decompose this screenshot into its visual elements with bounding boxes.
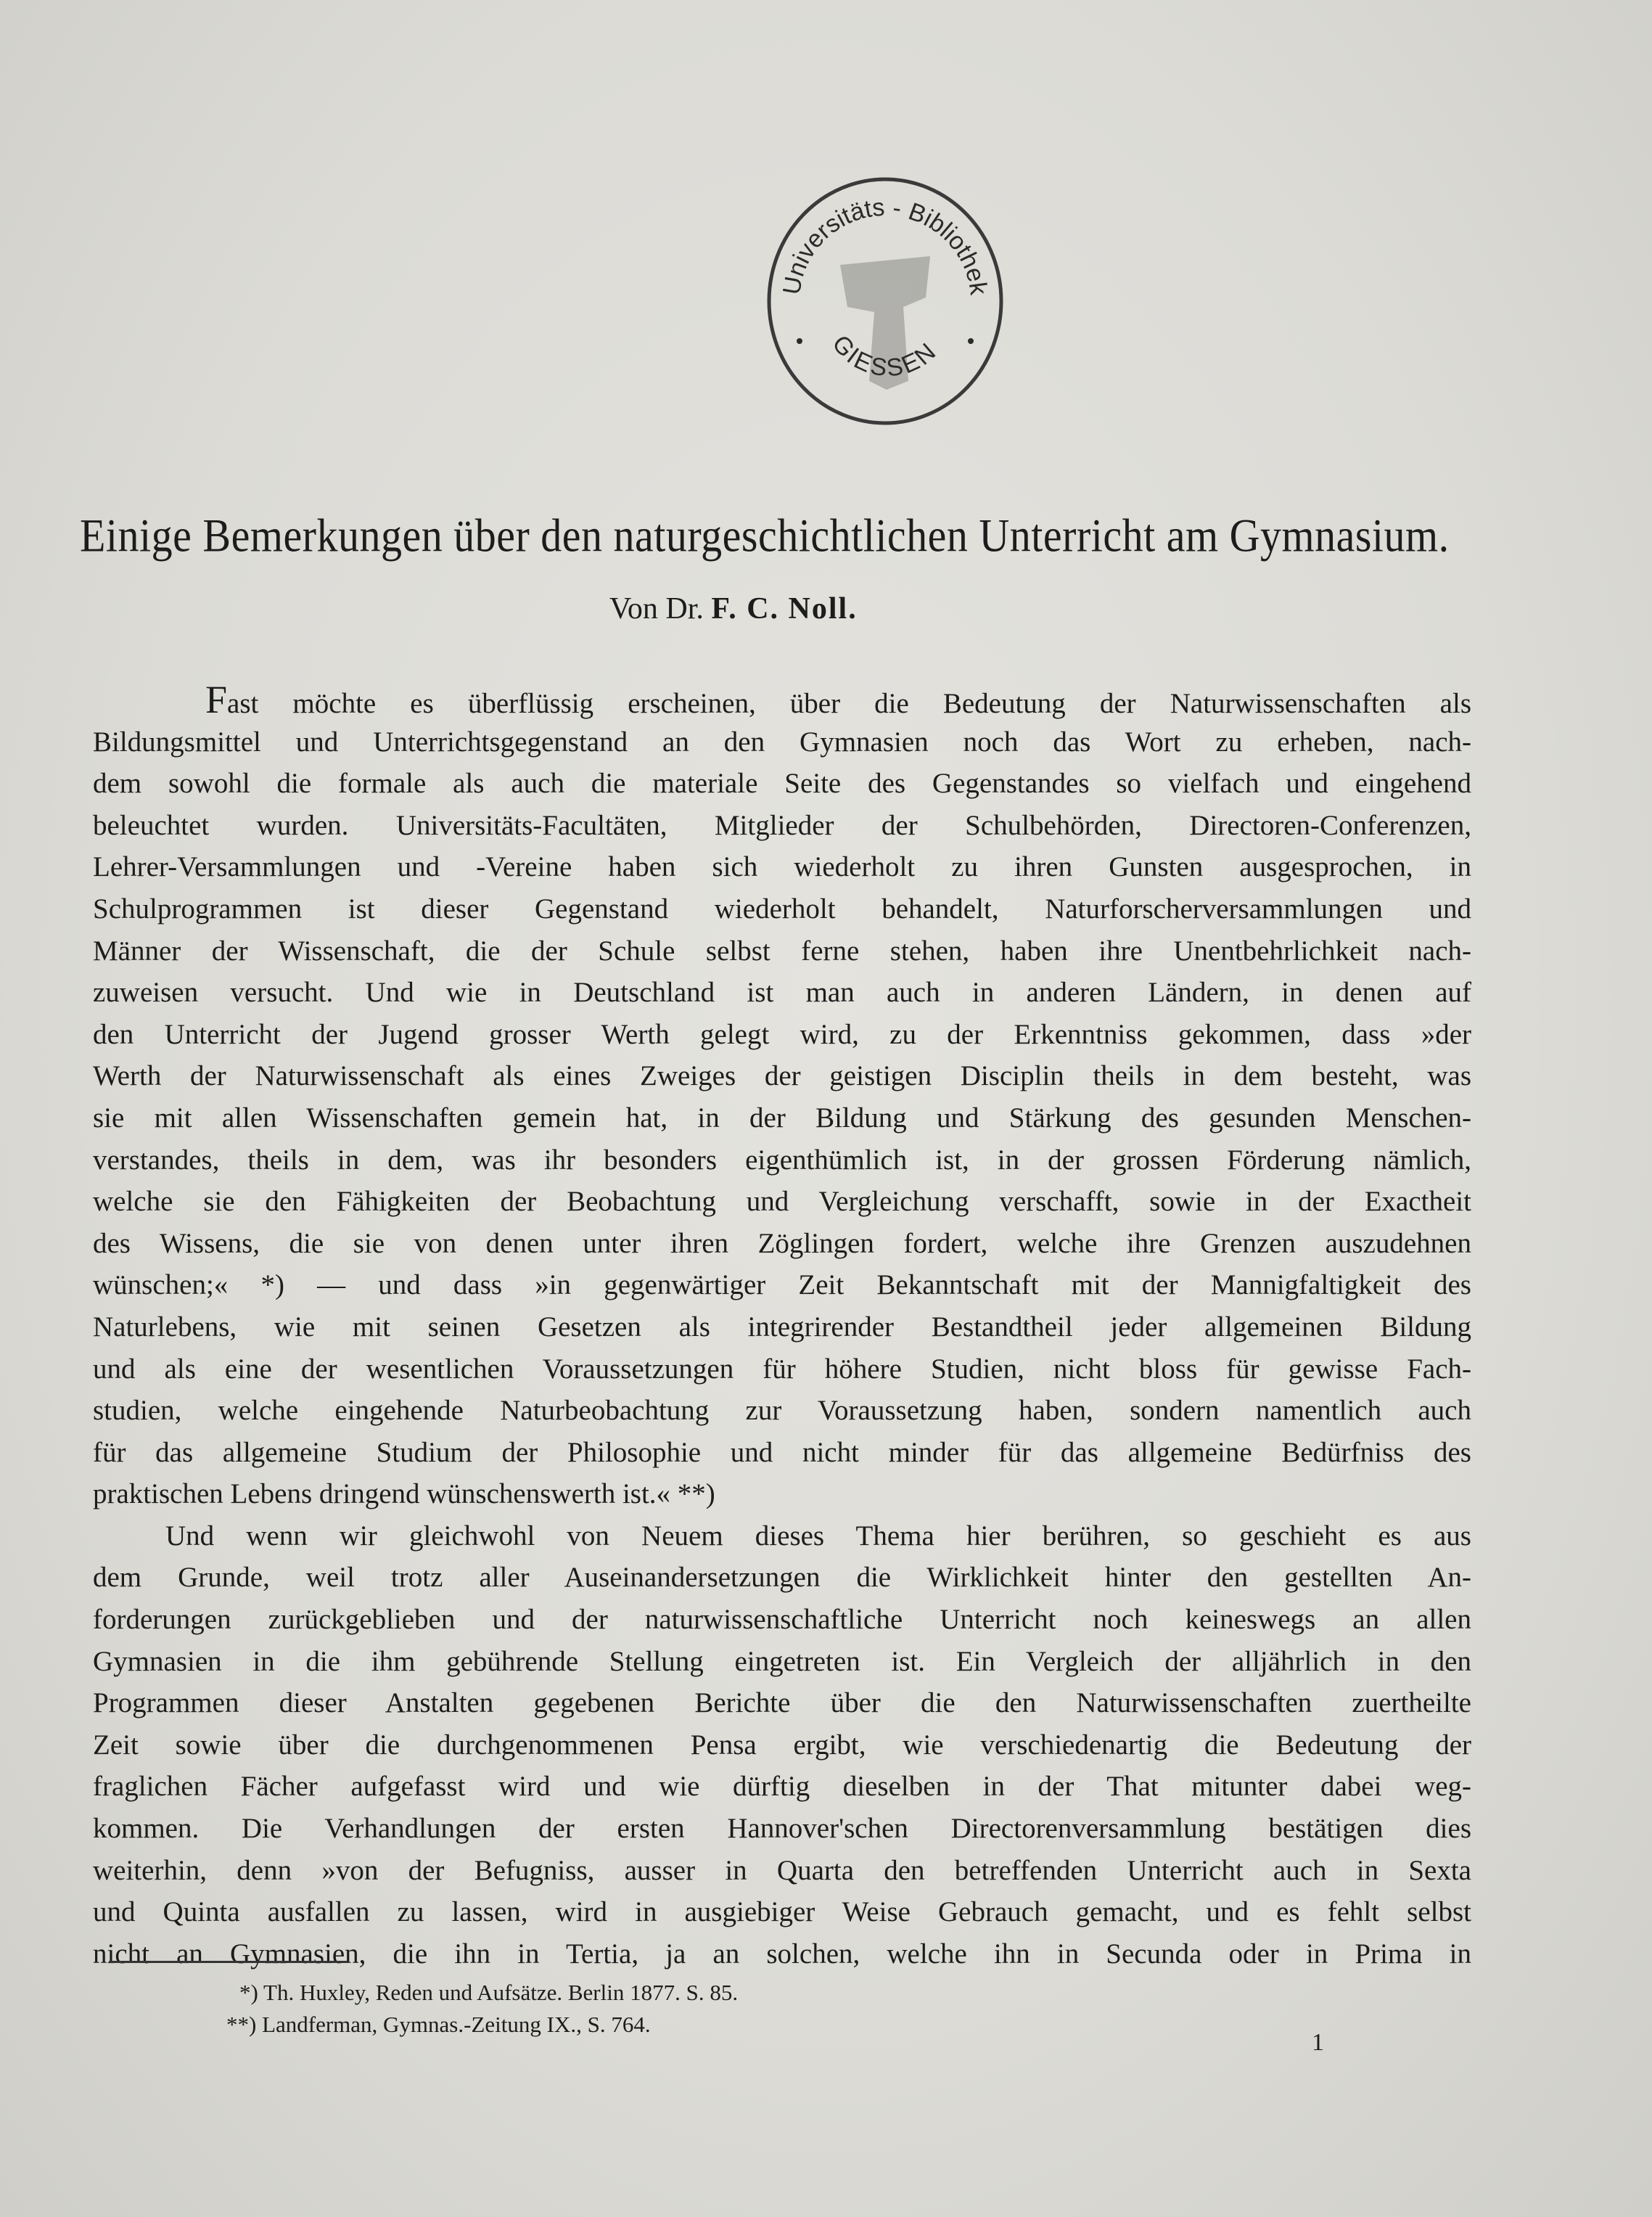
text-line: für das allgemeine Studium der Philosophie und nicht minder für das allgemeine Bedürfniss des: [93, 1436, 1471, 1468]
stamp-top-text: Universitäts - Bibliothek: [778, 193, 993, 297]
text-line: beleuchtet wurden. Universitäts-Facultäten, Mitglieder der Schulbehörden, Directoren-Conferenzen,: [93, 809, 1471, 841]
text-line: nicht an Gymnasien, die ihn in Tertia, ja an solchen, welche ihn in Secunda oder in Prima in: [93, 1938, 1471, 1970]
text-line: studien, welche eingehende Naturbeobachtung zur Voraussetzung haben, sondern namentlich auch: [93, 1395, 1471, 1427]
text-line: verstandes, theils in dem, was ihr besonders eigenthümlich ist, in der grossen Förderung nämlich,: [93, 1144, 1471, 1176]
text-line: Werth der Naturwissenschaft als eines Zweiges der geistigen Disciplin theils in dem besteht, was: [93, 1060, 1471, 1092]
author-name: F. C. Noll.: [711, 592, 858, 626]
text-line: dem Grunde, weil trotz aller Auseinandersetzungen die Wirklichkeit hinter den gestellten An-: [93, 1562, 1471, 1594]
paragraph-1: [93, 679, 1471, 1515]
text-line: Bildungsmittel und Unterrichtsgegenstand an den Gymnasien noch das Wort zu erheben, nach-: [93, 726, 1471, 758]
author-line: [609, 591, 858, 626]
text-line: zuweisen versucht. Und wie in Deutschland ist man auch in anderen Ländern, in denen auf: [93, 977, 1471, 1009]
text-line: wünschen;« *) — und dass »in gegenwärtiger Zeit Bekanntschaft mit der Mannigfaltigkeit des: [93, 1269, 1471, 1301]
drop-cap: F: [205, 678, 228, 721]
text-line: Und wenn wir gleichwohl von Neuem dieses Thema hier berühren, so geschieht es aus: [165, 1520, 1471, 1552]
article-body: [93, 679, 1471, 1975]
text-line: und Quinta ausfallen zu lassen, wird in ausgiebiger Weise Gebrauch gemacht, und es fehlt selbst: [93, 1896, 1471, 1928]
text-line: des Wissens, die sie von denen unter ihren Zöglingen fordert, welche ihre Grenzen auszudehnen: [93, 1227, 1471, 1259]
text-line: fraglichen Fächer aufgefasst wird und wie dürftig dieselben in der That mitunter dabei weg-: [93, 1771, 1471, 1803]
paragraph-2: [93, 1515, 1471, 1975]
text-line: Programmen dieser Anstalten gegebenen Berichte über die den Naturwissenschaften zuertheilte: [93, 1687, 1471, 1719]
author-prefix: Von Dr.: [609, 592, 704, 626]
text-line: sie mit allen Wissenschaften gemein hat, in der Bildung und Stärkung des gesunden Menschen-: [93, 1102, 1471, 1134]
text-line: Lehrer-Versammlungen und -Vereine haben sich wiederholt zu ihren Gunsten ausgesprochen, in: [93, 851, 1471, 883]
stamp-bottom-text: GIESSEN: [826, 329, 943, 382]
footnote-1: *) Th. Huxley, Reden und Aufsätze. Berlin 1877. S. 85.: [239, 1980, 739, 2005]
text-line: Schulprogrammen ist dieser Gegenstand wiederholt behandelt, Naturforscherversammlungen und: [93, 893, 1471, 925]
text-line: Gymnasien in die ihm gebührende Stellung eingetreten ist. Ein Vergleich der alljährlich in den: [93, 1645, 1471, 1677]
text-line: dem sowohl die formale als auch die materiale Seite des Gegenstandes so vielfach und eingehend: [93, 768, 1471, 800]
text-line: weiterhin, denn »von der Befugniss, ausser in Quarta den betreffenden Unterricht auch in Sexta: [93, 1854, 1471, 1886]
line-text: ast möchte es überflüssig erscheinen, über die Bedeutung der Naturwissenschaften als: [227, 688, 1471, 719]
article-title: Einige Bemerkungen über den naturgeschichtlichen Unterricht am Gymnasium.: [80, 509, 1450, 562]
text-line: kommen. Die Verhandlungen der ersten Hannover'schen Directorenversammlung bestätigen dies: [93, 1813, 1471, 1845]
text-line: welche sie den Fähigkeiten der Beobachtung und Vergleichung verschafft, sowie in der Exactheit: [93, 1186, 1471, 1218]
footnote-divider: [109, 1961, 348, 1963]
page-number: 1: [1312, 2029, 1324, 2056]
text-line: den Unterricht der Jugend grosser Werth gelegt wird, zu der Erkenntniss gekommen, dass »der: [93, 1018, 1471, 1050]
text-line: forderungen zurückgeblieben und der naturwissenschaftliche Unterricht noch keineswegs an allen: [93, 1604, 1471, 1636]
library-stamp: [755, 163, 1016, 439]
text-line: [93, 679, 1471, 721]
text-line: Zeit sowie über die durchgenommenen Pensa ergibt, wie verschiedenartig die Bedeutung der: [93, 1729, 1471, 1761]
footnote-2: **) Landferman, Gymnas.-Zeitung IX., S. 764.: [226, 2012, 651, 2037]
text-line: und als eine der wesentlichen Voraussetzungen für höhere Studien, nicht bloss für gewisse Fach-: [93, 1353, 1471, 1385]
text-line: Naturlebens, wie mit seinen Gesetzen als integrirender Bestandtheil jeder allgemeinen Bildung: [93, 1311, 1471, 1343]
text-line: praktischen Lebens dringend wünschenswerth ist.« **): [93, 1478, 715, 1510]
text-line: Männer der Wissenschaft, die der Schule selbst ferne stehen, haben ihre Unentbehrlichkeit nach-: [93, 935, 1471, 967]
